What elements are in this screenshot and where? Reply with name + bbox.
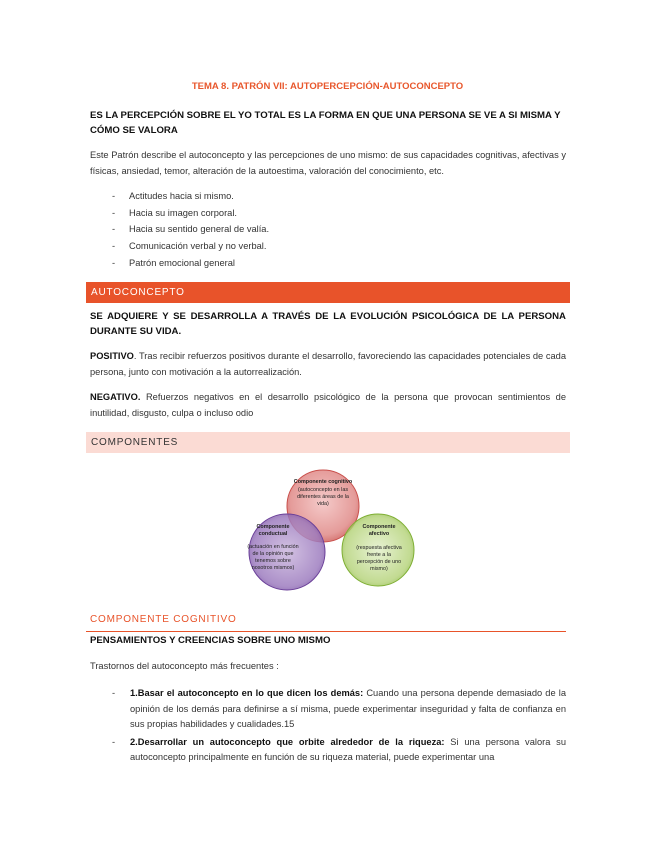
list-item: - Hacia su imagen corporal.	[90, 205, 566, 222]
afectivo-desc-line: mismo)	[370, 566, 388, 572]
list-item: - Hacia su sentido general de valía.	[90, 221, 566, 238]
positivo-paragraph: POSITIVO. Tras recibir refuerzos positivos durante el desarrollo, favoreciendo las capacidades potenciales de cada persona, junto con motivación a la autorrealización.	[90, 351, 566, 377]
conductual-desc-line: tenemos sobre	[255, 558, 291, 564]
section-heading-componente-cognitivo: COMPONENTE COGNITIVO	[86, 612, 566, 632]
trastornos-intro: Trastornos del autoconcepto más frecuentes :	[90, 661, 279, 671]
list-item: - 2.Desarrollar un autoconcepto que orbite alrededor de la riqueza: Si una persona valora su autoconcepto principalmente en función de su riqueza material, puede experimentar una	[112, 736, 566, 762]
conductual-desc-line: nosotros mismos)	[251, 565, 295, 571]
page-title: TEMA 8. PATRÓN VII: AUTOPERCEPCIÓN-AUTOCONCEPTO	[191, 81, 464, 92]
definition-heading: ES LA PERCEPCIÓN SOBRE EL YO TOTAL ES LA FORMA EN QUE UNA PERSONA SE VE A SI MISMA Y CÓMO SE VALORA	[90, 110, 561, 136]
intro-paragraph: Este Patrón describe el autoconcepto y las percepciones de uno mismo: de sus capacidades cognitivas, afectivas y físicas, ansiedad, temor, alteración de la autoestima, valoración del conocimiento, etc.	[90, 150, 566, 176]
bullet-list	[90, 188, 566, 272]
list-item: - 1.Basar el autoconcepto en lo que dicen los demás: Cuando una persona depende demasiado de la opinión de los demás para definirse a sí misma, puede experimentar inseguridad y falta de confianza en sus propias habilidades y cualidades.15	[112, 688, 566, 729]
bullet-marker: -	[112, 688, 116, 698]
conductual-desc-line: de la opinión que	[252, 551, 294, 557]
conductual-title: Componente	[256, 524, 290, 530]
item-label: 2.Desarrollar un autoconcepto que orbite alrededor de la riqueza:	[130, 736, 445, 747]
list-item: - Comunicación verbal y no verbal.	[90, 238, 566, 255]
bullet-marker: -	[112, 257, 116, 268]
list-item: - Actitudes hacia si mismo.	[90, 188, 566, 205]
autoconcepto-heading: SE ADQUIERE Y SE DESARROLLA A TRAVÉS DE LA EVOLUCIÓN PSICOLÓGICA DE LA PERSONA DURANTE SU VIDA.	[90, 311, 566, 337]
cognitivo-desc-line: vida)	[317, 501, 329, 507]
bullet-marker: -	[112, 207, 116, 218]
list-item: - Patrón emocional general	[90, 255, 566, 272]
afectivo-title: Componente	[362, 524, 396, 530]
afectivo-desc-line: frente a la	[367, 552, 391, 558]
afectivo-desc-line: percepción de uno	[356, 559, 402, 565]
positivo-label: POSITIVO	[90, 351, 134, 361]
conductual-title: conductual	[258, 531, 288, 537]
negativo-paragraph: NEGATIVO. Refuerzos negativos en el desarrollo psicológico de la persona que provocan sentimientos de inutilidad, disgusto, culpa o incluso odio	[90, 392, 566, 418]
item-label: 1.Basar el autoconcepto en lo que dicen los demás:	[130, 688, 364, 698]
cognitivo-desc-line: (autoconcepto en las	[297, 487, 349, 493]
cognitivo-title: Componente cognitivo	[293, 479, 353, 485]
bullet-marker: -	[112, 241, 116, 252]
cognitivo-heading: PENSAMIENTOS Y CREENCIAS SOBRE UNO MISMO	[90, 635, 331, 646]
bullet-marker: -	[112, 191, 116, 201]
cognitivo-desc-line: diferentes áreas de la	[297, 494, 349, 500]
bullet-marker: -	[112, 736, 116, 747]
trastornos-list	[90, 686, 566, 766]
componentes-venn-diagram	[226, 469, 440, 591]
afectivo-desc-line: (respuesta afectiva	[356, 545, 402, 551]
bullet-marker: -	[112, 224, 116, 235]
negativo-label: NEGATIVO.	[90, 392, 141, 402]
section-band-componentes: COMPONENTES	[86, 432, 570, 453]
section-band-autoconcepto: AUTOCONCEPTO	[86, 282, 570, 303]
conductual-desc-line: (actuación en función	[247, 544, 299, 550]
afectivo-title: afectivo	[368, 531, 390, 537]
